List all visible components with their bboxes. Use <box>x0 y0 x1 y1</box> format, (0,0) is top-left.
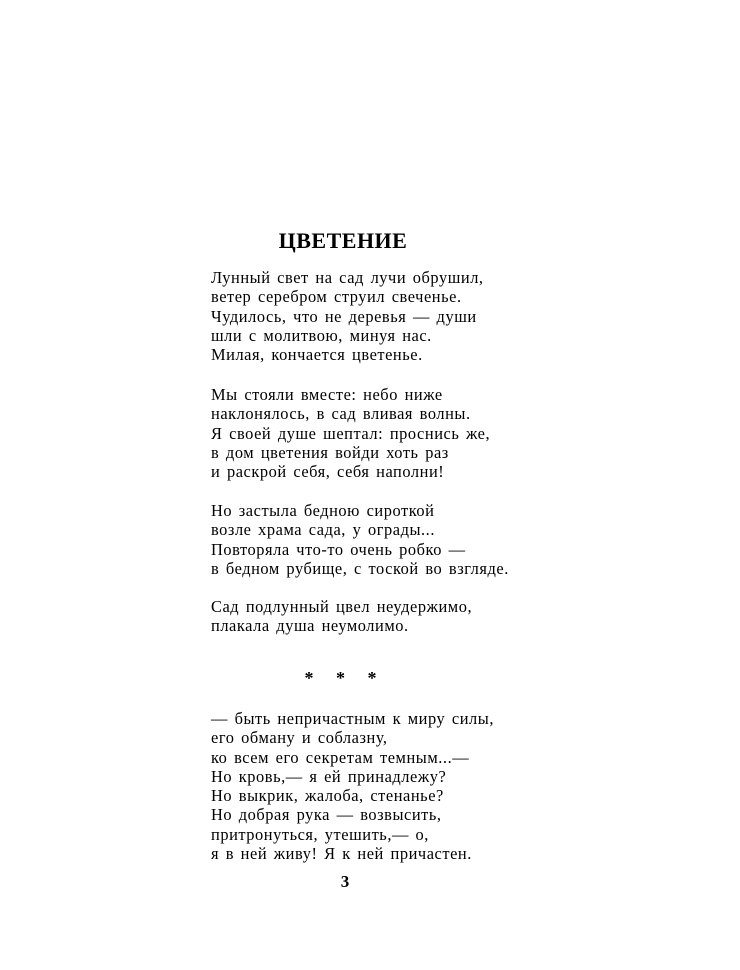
stanza-4 <box>211 597 472 636</box>
poem-line: ветер серебром струил свеченье. <box>211 287 462 307</box>
poem-line: Но добрая рука — возвысить, <box>211 805 442 825</box>
poem-line: в бедном рубище, с тоской во взгляде. <box>211 558 509 578</box>
poem-line: наклонялось, в сад вливая волны. <box>211 404 471 424</box>
second-poem <box>211 709 494 863</box>
poem-line: Мы стояли вместе: небо ниже <box>211 385 443 404</box>
poem-line: ко всем его секретам темным...— <box>211 747 470 767</box>
poem-line: Но кровь,— я ей принадлежу? <box>211 766 447 786</box>
poem-line: и раскрой себя, себя наполни! <box>211 462 445 482</box>
poem-line: Но выкрик, жалоба, стенанье? <box>211 786 444 806</box>
poem-line: я в ней живу! Я к ней причастен. <box>211 844 472 864</box>
poem-line: его обману и соблазну, <box>211 728 388 748</box>
poem-line: Сад подлунный цвел неудержимо, <box>211 597 473 616</box>
poem-line: плакала душа неумолимо. <box>211 616 409 636</box>
poem-line: в дом цветения войди хоть раз <box>211 442 449 462</box>
section-separator: * * * <box>304 668 386 688</box>
poem-line: Лунный свет на сад лучи обрушил, <box>211 268 484 287</box>
poem-line: притронуться, утешить,— о, <box>211 824 429 844</box>
poem-title: ЦВЕТЕНИЕ <box>278 228 408 253</box>
poem-line: Милая, кончается цветенье. <box>211 345 423 365</box>
poem-line: Но застыла бедною сироткой <box>211 501 435 520</box>
poem-line: шли с молитвою, минуя нас. <box>211 325 432 345</box>
poem-line: возле храма сада, у ограды... <box>211 520 435 540</box>
stanza-2 <box>211 385 490 481</box>
stanza-1 <box>211 268 484 364</box>
stanza-3 <box>211 501 509 578</box>
page-number: 3 <box>340 872 350 891</box>
poem-line: Чудилось, что не деревья — души <box>211 306 477 326</box>
poem-line: Повторяла что-то очень робко — <box>211 539 466 559</box>
poem-line: Я своей душе шептал: проснись же, <box>211 423 491 443</box>
poem-line: — быть непричастным к миру силы, <box>211 709 494 728</box>
